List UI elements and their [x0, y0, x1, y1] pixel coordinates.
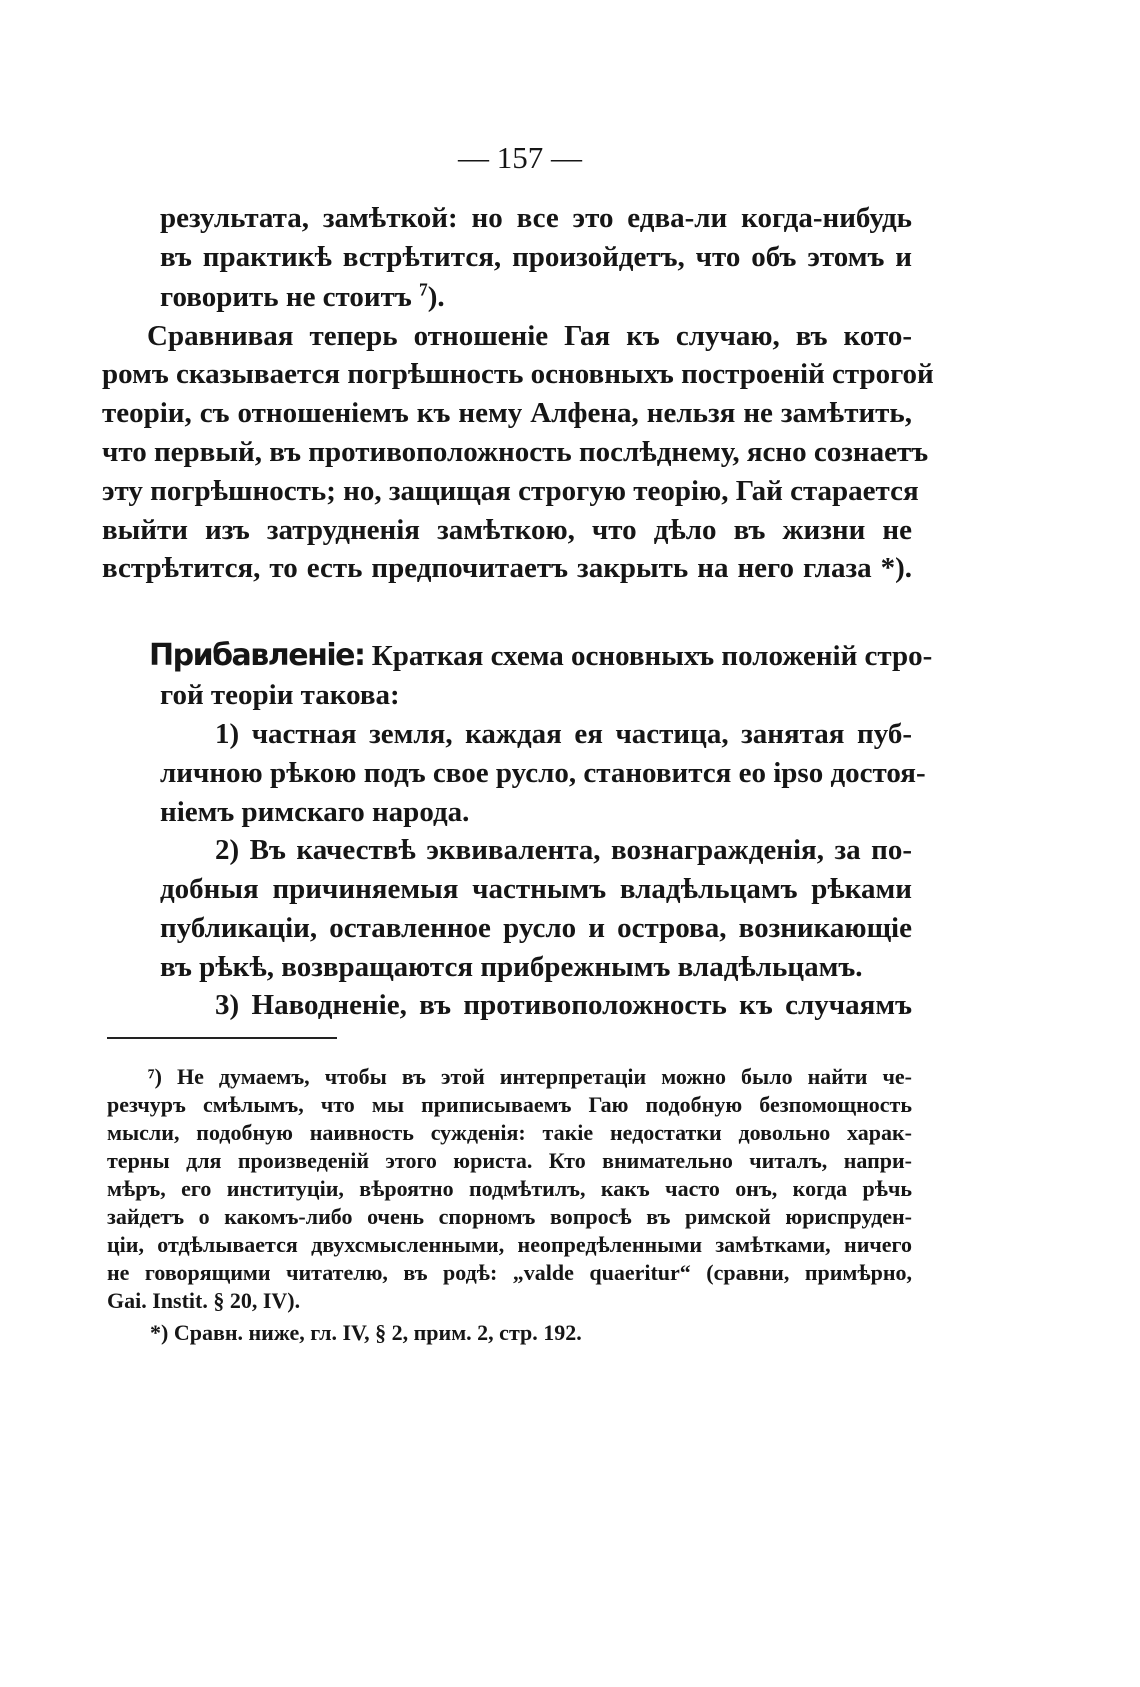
footnote-divider: [107, 1037, 337, 1039]
list-item-line: публикаціи, оставленное русло и острова, возникающіе: [160, 912, 912, 944]
footnote-line: ціи, отдѣлывается двухсмысленными, неопредѣленными замѣтками, ничего: [107, 1232, 912, 1257]
text-line: теоріи, съ отношеніемъ къ нему Алфена, нельзя не замѣтить,: [102, 397, 912, 429]
footnote-line: зайдетъ о какомъ-либо очень спорномъ вопросѣ въ римской юриспруден-: [107, 1204, 912, 1229]
text-line: выйти изъ затрудненія замѣткою, что дѣло въ жизни не: [102, 514, 912, 546]
addendum-heading-line: [149, 636, 933, 676]
text-span: Краткая схема основныхъ положеній стро-: [371, 640, 933, 672]
list-item-line: въ рѣкѣ, возвращаются прибрежнымъ владѣльцамъ.: [160, 951, 863, 983]
list-item-line: 2) Въ качествѣ эквивалента, вознагражденія, за по-: [215, 834, 912, 866]
footnote-line: ⁷) Не думаемъ, чтобы въ этой интерпретаціи можно было найти че-: [148, 1064, 912, 1089]
addendum-label: Прибавленіе:: [149, 638, 365, 673]
text-span: ).: [427, 281, 445, 313]
text-line: Сравнивая теперь отношеніе Гая къ случаю, въ кото-: [147, 320, 912, 352]
text-line: ромъ сказывается погрѣшность основныхъ построеній строгой: [102, 358, 934, 390]
text-line: эту погрѣшность; но, защищая строгую теорію, Гай старается: [102, 475, 919, 507]
list-item-line: 1) частная земля, каждая ея частица, занятая пуб-: [215, 718, 912, 750]
page-number: — 157 —: [458, 140, 582, 175]
list-item-line: 3) Наводненіе, въ противоположность къ случаямъ: [215, 989, 912, 1021]
footnote-line: мѣръ, его институціи, вѣроятно подмѣтилъ, какъ часто онъ, когда рѣчь: [107, 1176, 912, 1201]
list-item-line: ніемъ римскаго народа.: [160, 796, 470, 828]
footnote-ref: 7: [419, 279, 428, 300]
list-item-line: добныя причиняемыя частнымъ владѣльцамъ рѣками: [160, 873, 912, 905]
text-line: [160, 277, 912, 317]
footnote-line: мысли, подобную наивность сужденія: такіе недостатки довольно харак-: [107, 1120, 912, 1145]
footnote-line: терны для произведеній этого юриста. Кто внимательно читалъ, напри-: [107, 1148, 912, 1173]
footnote-line: Gai. Instit. § 20, IV).: [107, 1288, 301, 1313]
footnote-line: не говорящими читателю, въ родѣ: „valde quaeritur“ (сравни, примѣрно,: [107, 1260, 912, 1285]
text-span: говорить не стоитъ: [160, 281, 412, 313]
text-line: встрѣтится, то есть предпочитаетъ закрыть на него глаза *).: [102, 552, 912, 584]
text-line: что первый, въ противоположность послѣднему, ясно сознаетъ: [102, 436, 929, 468]
footnote-star: *) Сравн. ниже, гл. IV, § 2, прим. 2, стр. 192.: [150, 1320, 582, 1345]
list-item-line: личною рѣкою подъ свое русло, становится eo ipso достоя-: [160, 757, 926, 789]
text-line: въ практикѣ встрѣтится, произойдетъ, что объ этомъ и: [160, 241, 912, 273]
text-line: гой теоріи такова:: [160, 679, 400, 711]
footnote-line: резчуръ смѣлымъ, что мы приписываемъ Гаю подобную безпомощность: [107, 1092, 912, 1117]
text-line: результата, замѣткой: но все это едва-ли когда-нибудь: [160, 202, 912, 234]
